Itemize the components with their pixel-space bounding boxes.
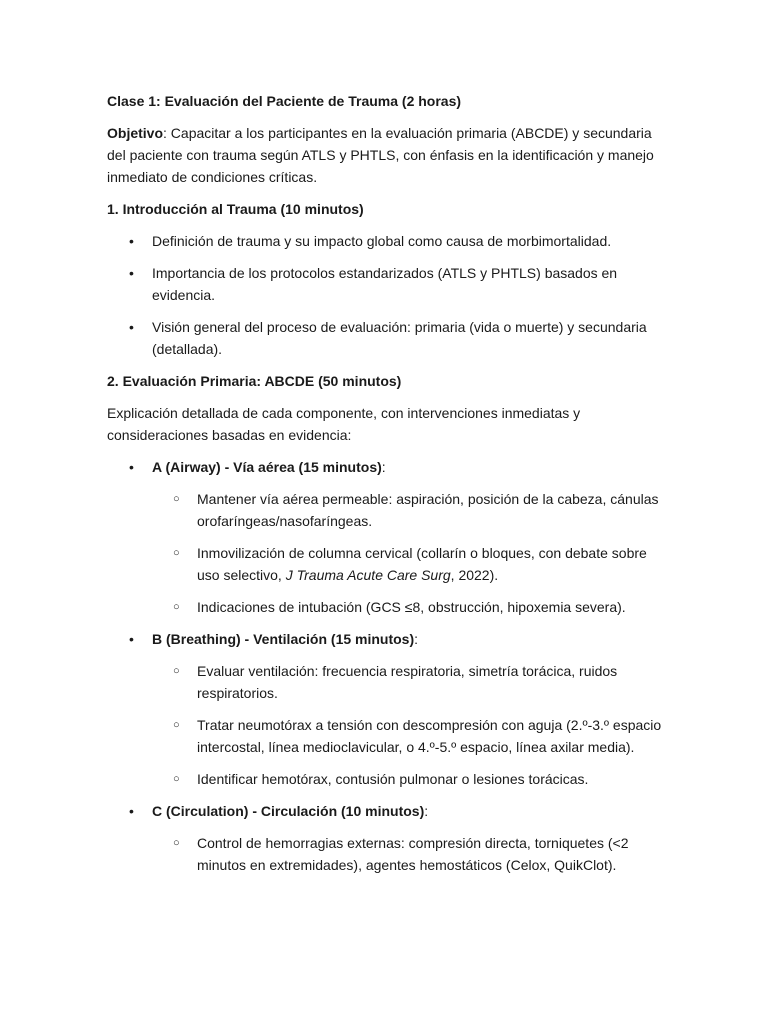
- circle-bullet-icon: ○: [173, 837, 180, 849]
- circle-bullet-icon: ○: [173, 547, 180, 559]
- section-2-heading: 2. Evaluación Primaria: ABCDE (50 minutos): [107, 373, 402, 389]
- airway-label: A (Airway) - Vía aérea (15 minutos): [152, 459, 382, 475]
- journal-citation: J Trauma Acute Care Surg: [285, 567, 451, 583]
- list-item: ○ Tratar neumotórax a tensión con descompresión con aguja (2.º-3.º espacio intercostal, línea medioclavicular, o 4.º-5.º espacio, línea axilar media).: [152, 714, 668, 758]
- list-item: ○ Mantener vía aérea permeable: aspiración, posición de la cabeza, cánulas orofaríngeas/nasofaríngeas.: [152, 488, 668, 532]
- list-item: ○ Indicaciones de intubación (GCS ≤8, obstrucción, hipoxemia severa).: [152, 596, 668, 618]
- circle-bullet-icon: ○: [173, 493, 180, 505]
- circulation-item: • C (Circulation) - Circulación (10 minutos): ○ Control de hemorragias externas: compresión directa, torniquetes (<2 minutos en extremidades), agentes hemostáticos (Celox, QuikClot).: [107, 800, 668, 876]
- bullet-icon: •: [129, 319, 134, 335]
- abcde-list: [107, 456, 668, 876]
- list-item: • Visión general del proceso de evaluación: primaria (vida o muerte) y secundaria (detallada).: [107, 316, 668, 360]
- circle-bullet-icon: ○: [173, 773, 180, 785]
- bullet-icon: •: [129, 265, 134, 281]
- document-title: Clase 1: Evaluación del Paciente de Trauma (2 horas): [107, 93, 462, 109]
- airway-item: • A (Airway) - Vía aérea (15 minutos): ○ Mantener vía aérea permeable: aspiración, posición de la cabeza, cánulas orofaríngeas/nasofaríngeas. ○ Inmovilización de columna cervical (collarín o bloques, con debate sobre uso selectivo, J Trauma Acute Care Surg, 2022). ○ Indicaciones de intubación (GCS ≤8, obstrucción, hipoxemia severa).: [107, 456, 668, 618]
- objective-text: : Capacitar a los participantes en la evaluación primaria (ABCDE) y secundaria del paciente con trauma según ATLS y PHTLS, con énfasis en la identificación y manejo inmediato de condiciones críticas.: [107, 125, 654, 185]
- bullet-icon: •: [129, 459, 134, 475]
- objective-label: Objetivo: [107, 125, 164, 141]
- section-1-heading: 1. Introducción al Trauma (10 minutos): [107, 201, 364, 217]
- objective-paragraph: [107, 122, 668, 188]
- list-item: • Definición de trauma y su impacto global como causa de morbimortalidad.: [107, 230, 668, 252]
- circle-bullet-icon: ○: [173, 665, 180, 677]
- circulation-label: C (Circulation) - Circulación (10 minutos): [152, 803, 425, 819]
- breathing-label: B (Breathing) - Ventilación (15 minutos): [152, 631, 415, 647]
- section-2-intro: Explicación detallada de cada componente, con intervenciones inmediatas y consideraciones basadas en evidencia:: [107, 405, 581, 443]
- breathing-item: • B (Breathing) - Ventilación (15 minutos): ○ Evaluar ventilación: frecuencia respiratoria, simetría torácica, ruidos respiratorios. ○ Tratar neumotórax a tensión con descompresión con aguja (2.º-3.º espacio intercostal, línea medioclavicular, o 4.º-5.º espacio, línea axilar media). ○ Identificar hemotórax, contusión pulmonar o lesiones torácicas.: [107, 628, 668, 790]
- circle-bullet-icon: ○: [173, 601, 180, 613]
- bullet-icon: •: [129, 631, 134, 647]
- section-1-list: [107, 230, 668, 360]
- airway-sublist: [152, 488, 668, 618]
- list-item: • Importancia de los protocolos estandarizados (ATLS y PHTLS) basados en evidencia.: [107, 262, 668, 306]
- list-item: ○ Control de hemorragias externas: compresión directa, torniquetes (<2 minutos en extremidades), agentes hemostáticos (Celox, QuikClot).: [152, 832, 668, 876]
- list-item: ○ Inmovilización de columna cervical (collarín o bloques, con debate sobre uso selectivo, J Trauma Acute Care Surg, 2022).: [152, 542, 668, 586]
- bullet-icon: •: [129, 233, 134, 249]
- circle-bullet-icon: ○: [173, 719, 180, 731]
- breathing-sublist: [152, 660, 668, 790]
- list-item: ○ Identificar hemotórax, contusión pulmonar o lesiones torácicas.: [152, 768, 668, 790]
- list-item: ○ Evaluar ventilación: frecuencia respiratoria, simetría torácica, ruidos respiratorios.: [152, 660, 668, 704]
- circulation-sublist: [152, 832, 668, 876]
- bullet-icon: •: [129, 803, 134, 819]
